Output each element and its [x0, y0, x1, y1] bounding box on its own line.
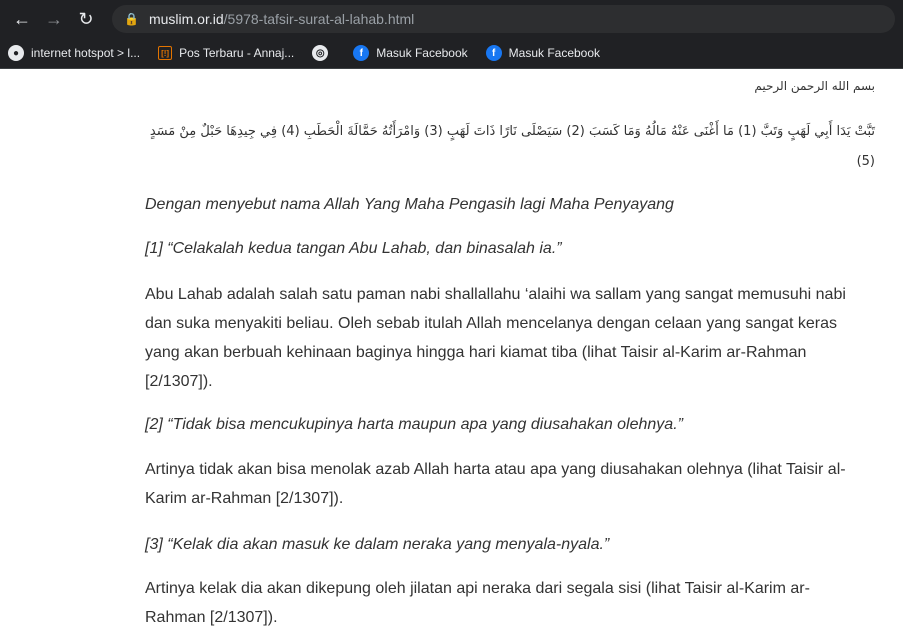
translation-ayat-3: [3] “Kelak dia akan masuk ke dalam neraka yang menyala-nyala.” [145, 536, 610, 553]
translation-ayat-1: [1] “Celakalah kedua tangan Abu Lahab, dan binasalah ia.” [145, 240, 562, 257]
bookmark-internet-hotspot[interactable] [8, 45, 140, 61]
bookmark-label: internet hotspot > l... [31, 46, 141, 60]
facebook-icon: f [486, 45, 502, 61]
url-path: /5978-tafsir-surat-al-lahab.html [223, 11, 415, 27]
facebook-icon: f [353, 45, 369, 61]
globe-icon: ◎ [312, 45, 328, 61]
github-icon: ● [8, 45, 24, 61]
bookmark-facebook-1[interactable] [353, 45, 467, 61]
forward-icon[interactable]: → [45, 8, 63, 29]
bismillah-text: بسم الله الرحمن الرحيم [754, 79, 875, 93]
bracket-icon: [!] [158, 46, 172, 60]
surah-ayat: تَبَّتْ يَدَا أَبِي لَهَبٍ وَتَبَّ (1) مَا أَغْنَى عَنْهُ مَالُهُ وَمَا كَسَبَ (2) سَيَصْلَى نَارًا ذَاتَ لَهَبٍ (3) وَامْرَأَتُهُ حَمَّالَةَ الْحَطَبِ (4) فِي جِيدِهَا حَبْلٌ مِنْ مَسَدٍ (5) [149, 124, 875, 169]
bookmark-globe[interactable] [312, 45, 335, 61]
bookmark-pos-terbaru[interactable] [158, 46, 294, 60]
reload-icon[interactable]: ↻ [78, 8, 94, 29]
back-icon[interactable]: ← [13, 8, 31, 29]
translation-ayat-2: [2] “Tidak bisa mencukupinya harta maupun apa yang diusahakan olehnya.” [145, 416, 683, 433]
lock-icon: 🔒 [124, 12, 139, 26]
url-domain: muslim.or.id [148, 11, 224, 27]
bookmark-label: Masuk Facebook [376, 46, 468, 60]
tafsir-paragraph-3: Artinya kelak dia akan dikepung oleh jilatan api neraka dari segala sisi (lihat Taisir al-Karim ar-Rahman [2/1307]). [145, 580, 810, 626]
tafsir-paragraph-1: Abu Lahab adalah salah satu paman nabi shallallahu ‘alaihi wa sallam yang sangat memusuhi nabi dan suka menyakiti beliau. Oleh sebab itulah Allah mencelanya dengan celaan yang sangat keras yang akan berbuah kehinaan baginya hingga hari kiamat tiba (lihat Taisir al-Karim ar-Rahman [2/1307]). [145, 286, 846, 390]
bookmark-facebook-2[interactable] [486, 45, 600, 61]
bookmark-label: Pos Terbaru - Annaj... [179, 46, 295, 60]
address-bar[interactable] [112, 5, 895, 33]
bookmark-label: Masuk Facebook [508, 46, 601, 60]
page-content [0, 69, 903, 635]
tafsir-paragraph-2: Artinya tidak akan bisa menolak azab Allah harta atau apa yang diusahakan olehnya (lihat Taisir al-Karim ar-Rahman [2/1307]). [145, 461, 846, 507]
translation-basmalah: Dengan menyebut nama Allah Yang Maha Pengasih lagi Maha Penyayang [145, 196, 674, 213]
browser-toolbar [0, 0, 903, 38]
bookmarks-bar [0, 38, 903, 69]
